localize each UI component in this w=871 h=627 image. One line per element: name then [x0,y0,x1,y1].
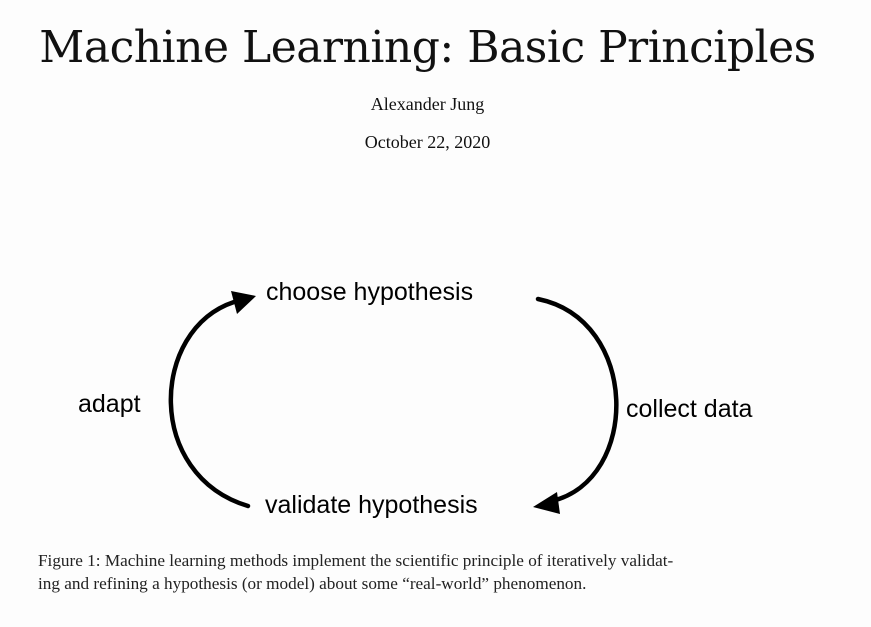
node-validate-hypothesis: validate hypothesis [265,491,478,519]
adapt-arrow-head [231,291,256,314]
caption-line-2: ing and refining a hypothesis (or model) about some “real-world” phenomenon. [38,574,587,593]
paper-date: October 22, 2020 [364,132,491,152]
label-collect-data: collect data [626,395,753,423]
collect-data-arrow [538,299,616,501]
paper-title: Machine Learning: Basic Principles [39,22,816,73]
caption-line-1: Figure 1: Machine learning methods implement the scientific principle of iteratively validat- [38,551,674,570]
node-choose-hypothesis: choose hypothesis [266,278,474,306]
adapt-arrow [171,302,248,506]
paper-author: Alexander Jung [370,94,485,114]
figure-caption [38,549,828,595]
label-adapt: adapt [78,390,141,418]
collect-data-arrow-head [533,492,560,514]
